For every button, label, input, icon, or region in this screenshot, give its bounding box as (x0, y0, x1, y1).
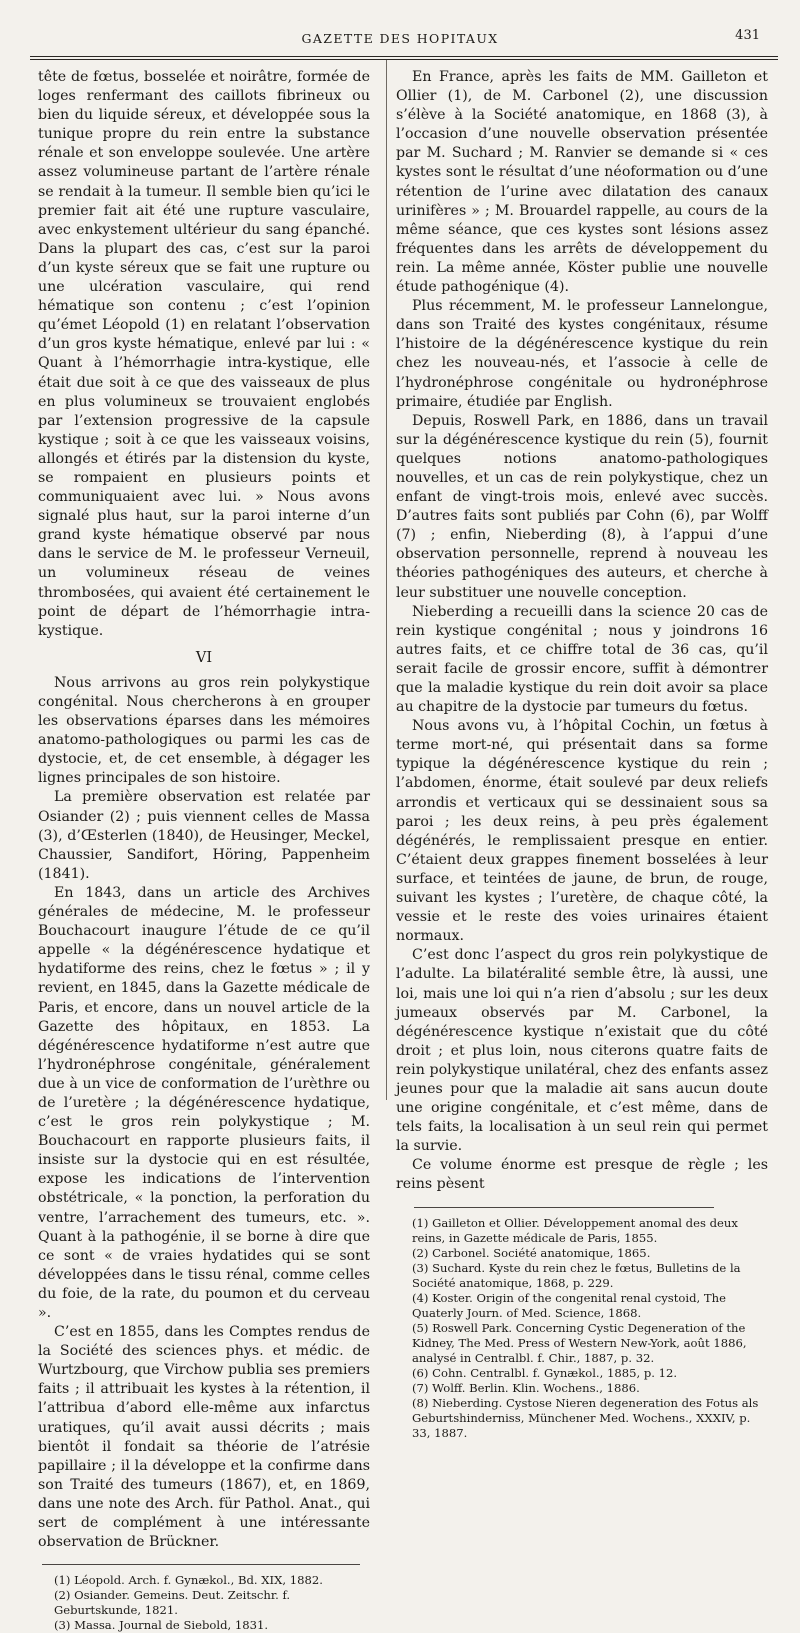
footnote: (3) Suchard. Kyste du rein chez le fœtus, Bulletins de la Société anatomique, 1868, p. 229. (412, 1260, 741, 1290)
paragraph: Nous arrivons au gros rein polykystique congénital. Nous chercherons à en grouper les observations éparses dans les mémoires anatomo-pathologiques ou parmi les cas de dystocie, et, de cet ensemble, à dégager les lignes principales de son histoire. (38, 674, 370, 787)
footnote: (5) Roswell Park. Concerning Cystic Degeneration of the Kidney, The Med. Press of Western New-York, août 1886, analysé in Centralbl. f. Chir., 1887, p. 32. (412, 1320, 747, 1365)
footnote: (7) Wolff. Berlin. Klin. Wochens., 1886. (412, 1380, 640, 1395)
paragraph: C’est en 1855, dans les Comptes rendus de la Société des sciences phys. et médic. de Wurtzbourg, que Virchow publia ses premiers faits ; il attribuait les kystes à la rétention, il l’attribua d’abord elle-même aux infarctus uratiques, qu’il avait aussi décrits ; mais bientôt il fondait sa théorie de l’atrésie papillaire ; il la développe et la confirme dans son Traité des tumeurs (1867), et, en 1869, dans une note des Arch. für Pathol. Anat., qui sert de complément à une intéressante observation de Brückner. (38, 1324, 370, 1551)
footnote: (1) Léopold. Arch. f. Gynækol., Bd. XIX, 1882. (54, 1573, 323, 1588)
paragraph: En 1843, dans un article des Archives générales de médecine, M. le professeur Bouchacourt inaugure l’étude de ce qu’il appelle « la dégénérescence hydatique et hydatiforme des reins, chez le fœtus » ; il y revient, en 1845, dans la Gazette médicale de Paris, et encore, dans un nouvel article de la Gazette des hôpitaux, en 1853. La dégénérescence hydatiforme n’est autre que l’hydronéphrose congénitale, généralement due à un vice de conformation de l’urèthre ou de l’uretère ; la dégénérescence hydatique, c’est le gros rein polykystique ; M. Bouchacourt en rapporte plusieurs faits, il insiste sur la dystocie qui en est résultée, expose les indications de l’intervention obstétricale, « la ponction, la perforation du ventre, l’arrachement des tumeurs, etc. ». Quant à la pathogénie, il se borne à dire que ce sont « de vraies hydatides qui se sont développées dans le tissu rénal, comme celles du foie, de la rate, du poumon et du cerveau ». (38, 884, 370, 1321)
paragraph: Nieberding a recueilli dans la science 20 cas de rein kystique congénital ; nous y joindrons 16 autres faits, et ce chiffre total de 36 cas, qu’il serait facile de grossir encore, suffit à démontrer que la maladie kystique du rein doit avoir sa place au chapitre de la dystocie par tumeurs du fœtus. (396, 603, 768, 716)
paragraph: Depuis, Roswell Park, en 1886, dans un travail sur la dégénérescence kystique du rein (5), fournit quelques notions anatomo-pathologiques nouvelles, et un cas de rein polykystique, chez un enfant de vingt-trois mois, enlevé avec succès. D’autres faits sont publiés par Cohn (6), par Wolff (7) ; enfin, Nieberding (8), à l’appui d’une observation personnelle, reprend à nouveau les théories pathogéniques des auteurs, et cherche à leur substituer une nouvelle conception. (396, 412, 768, 601)
footnotes (396, 1216, 768, 1441)
footnote: (3) Massa. Journal de Siebold, 1831. (54, 1618, 269, 1633)
paragraph: En France, après les faits de MM. Gailleton et Ollier (1), de M. Carbonel (2), une discussion s’élève à la Société anatomique, en 1868 (3), à l’occasion d’une nouvelle observation présentée par M. Suchard ; M. Ranvier se demande si « ces kystes sont le résultat d’une néoformation ou d’une rétention de l’urine avec dilatation des canaux urinifères » ; M. Brouardel rappelle, au cours de la même séance, que ces kystes sont lésions assez fréquentes dans les arrêts de développement du rein. La même année, Köster publie une nouvelle étude pathogénique (4). (396, 69, 768, 296)
page-header (0, 28, 800, 52)
footnotes-rule (414, 1207, 714, 1208)
footnotes (38, 1573, 370, 1633)
paragraph: Nous avons vu, à l’hôpital Cochin, un fœtus à terme mort-né, qui présentait dans sa forme typique la dégénérescence kystique du rein ; l’abdomen, énorme, était soulevé par deux reliefs arrondis et verticaux qui se dessinaient sous sa paroi ; les deux reins, à peu près également dégénérés, le remplissaient presque en entier. C’étaient deux grappes finement bosselées à leur surface, et teintées de jaune, de brun, de rouge, suivant les kystes ; l’uretère, de chaque côté, la vessie et le reste des voies urinaires étaient normaux. (396, 718, 768, 945)
paragraph: La première observation est relatée par Osiander (2) ; puis viennent celles de Massa (3), d’Œsterlen (1840), de Heusinger, Meckel, Chaussier, Sandifort, Höring, Pappenheim (1841). (38, 789, 370, 882)
left-column (38, 68, 370, 1633)
page-number: 431 (735, 28, 760, 43)
running-title: GAZETTE DES HOPITAUX (301, 31, 499, 46)
paragraph: Ce volume énorme est presque de règle ; les reins pèsent (396, 1157, 768, 1193)
paragraph: Plus récemment, M. le professeur Lannelongue, dans son Traité des kystes congénitaux, résume l’histoire de la dégénérescence kystique du rein chez les nouveau-nés, et l’associe à celle de l’hydronéphrose congénitale ou hydronéphrose primaire, étudiée par English. (396, 298, 768, 410)
footnote: (8) Nieberding. Cystose Nieren degeneration des Fotus als Geburtshinderniss, Münchener Med. Wochens., XXXIV, p. 33, 1887. (412, 1395, 759, 1440)
paragraph: tête de fœtus, bosselée et noirâtre, formée de loges renfermant des caillots fibrineux ou bien du liquide séreux, et développée sous la tunique propre du rein entre la substance rénale et son enveloppe soulevée. Une artère assez volumineuse partant de l’artère rénale se rendait à la tumeur. Il semble bien qu’ici le premier fait ait été une rupture vasculaire, avec enkystement ultérieur du sang épanché. Dans la plupart des cas, c’est sur la paroi d’un kyste séreux que se fait une rupture ou une ulcération vasculaire, qui rend hématique son contenu ; c’est l’opinion qu’émet Léopold (1) en relatant l’observation d’un gros kyste hématique, enlevé par lui : « Quant à l’hémorrhagie intra-kystique, elle était due soit à ce que des vaisseaux de plus en plus volumineux se trouvaient englobés par l’extension progressive de la capsule kystique ; soit à ce que les vaisseaux voisins, allongés et étirés par la distension du kyste, se rompaient en plusieurs points et communiquaient avec lui. » Nous avons signalé plus haut, sur la paroi interne d’un grand kyste hématique observé par nous dans le service de M. le professeur Verneuil, un volumineux réseau de veines thrombosées, qui avaient été certainement le point de départ de l’hémorrhagie intra-kystique. (38, 69, 370, 639)
footnote: (4) Koster. Origin of the congenital renal cystoid, The Quaterly Journ. of Med. Science, 1868. (412, 1290, 726, 1320)
section-numeral: VI (195, 649, 213, 666)
footnote: (2) Carbonel. Société anatomique, 1865. (412, 1245, 651, 1260)
right-column (396, 68, 768, 1441)
header-rule-double (30, 59, 778, 60)
column-divider (386, 60, 387, 1100)
header-rule (30, 56, 778, 57)
footnote: (6) Cohn. Centralbl. f. Gynækol., 1885, p. 12. (412, 1365, 678, 1380)
footnotes-rule (42, 1564, 360, 1565)
footnote: (2) Osiander. Gemeins. Deut. Zeitschr. f. Geburtskunde, 1821. (54, 1588, 291, 1618)
paragraph: C’est donc l’aspect du gros rein polykystique de l’adulte. La bilatéralité semble être, là aussi, une loi, mais une loi qui n’a rien d’absolu ; sur les deux jumeaux observés par M. Carbonel, la dégénérescence kystique n’existait que du côté droit ; et plus loin, nous citerons quatre faits de rein polykystique unilatéral, chez des enfants assez jeunes pour que la maladie ait sans aucun doute une origine congénitale, et c’est même, dans de tels faits, la localisation à un seul rein qui permet la survie. (396, 947, 768, 1155)
footnote: (1) Gailleton et Ollier. Développement anomal des deux reins, in Gazette médicale de Paris, 1855. (412, 1215, 738, 1245)
